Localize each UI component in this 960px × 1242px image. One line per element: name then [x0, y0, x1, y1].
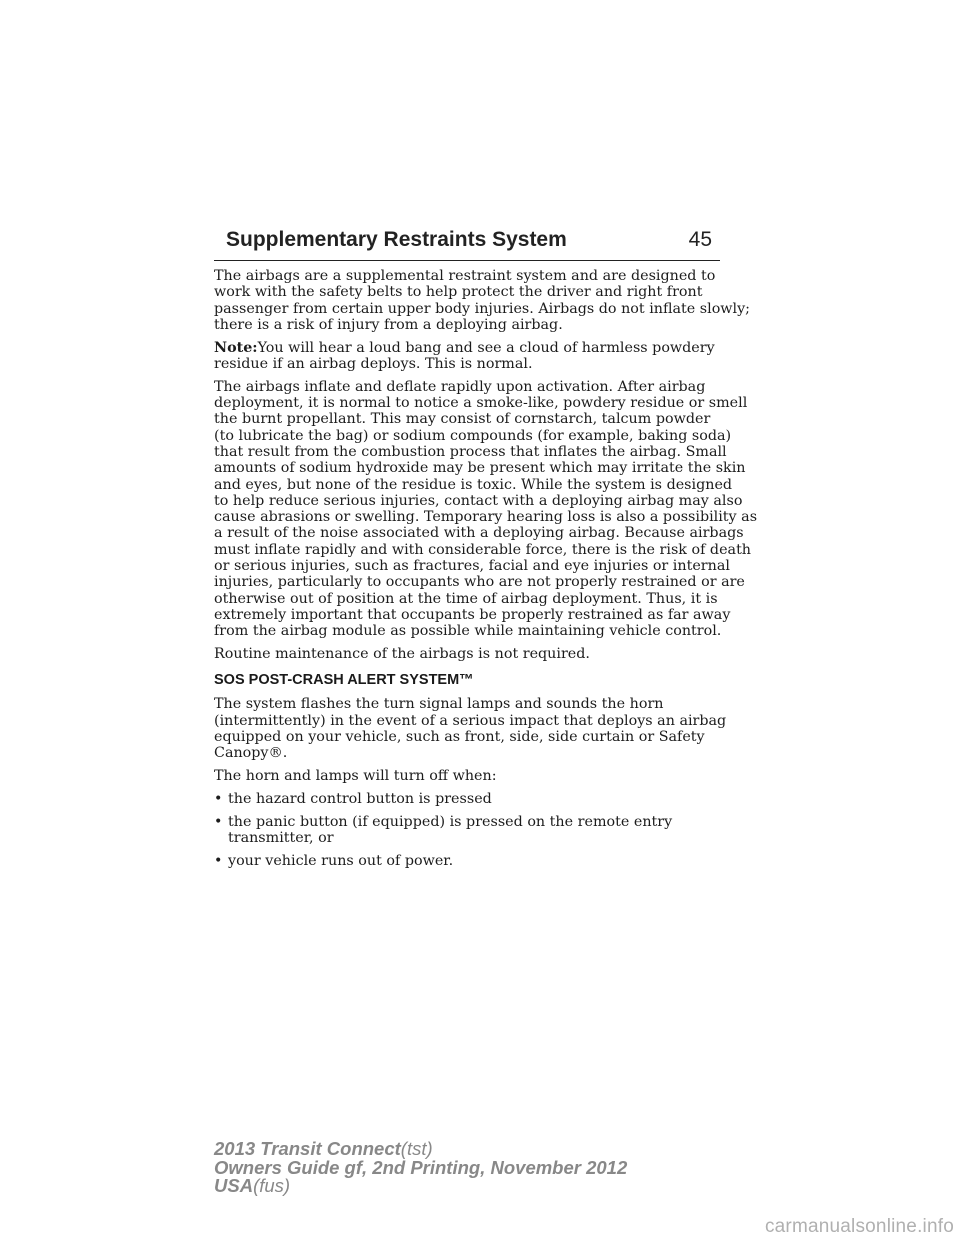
bullet-icon: • [214, 852, 223, 869]
section-heading: SOS POST-CRASH ALERT SYSTEM™ [214, 672, 474, 689]
text-line: The airbags inflate and deflate rapidly upon activation. After airbag [214, 378, 706, 395]
text-line: work with the safety belts to help protect the driver and right front [214, 284, 703, 301]
text-line: otherwise out of position at the time of airbag deployment. Thus, it is [214, 590, 718, 607]
text-line: the panic button (if equipped) is pressed on the remote entry [228, 813, 673, 830]
text-line: to help reduce serious injuries, contact with a deploying airbag may also [214, 492, 743, 509]
text-line: Routine maintenance of the airbags is not required. [214, 646, 590, 663]
text-line: there is a risk of injury from a deploying airbag. [214, 316, 563, 333]
watermark: carmanualsonline.info [764, 1216, 954, 1237]
text-line: the burnt propellant. This may consist of cornstarch, talcum powder [214, 411, 711, 428]
text-line: from the airbag module as possible while maintaining vehicle control. [214, 623, 722, 640]
note-label: Note: [214, 339, 258, 356]
text-line: must inflate rapidly and with considerable force, there is the risk of death [214, 541, 752, 558]
text-line: transmitter, or [228, 829, 334, 846]
bullet-icon: • [214, 790, 223, 807]
page-number: 45 [688, 228, 712, 251]
page-title: Supplementary Restraints System [226, 228, 567, 251]
text-line: amounts of sodium hydroxide may be present which may irritate the skin [214, 460, 746, 477]
text-line: (to lubricate the bag) or sodium compounds (for example, baking soda) [214, 427, 732, 444]
text-line: deployment, it is normal to notice a smoke-like, powdery residue or smell [214, 395, 748, 412]
note-text: You will hear a loud bang and see a cloud of harmless powdery [257, 339, 715, 356]
text-line: equipped on your vehicle, such as front, side, side curtain or Safety [214, 728, 705, 745]
footer-code: (tst) [400, 1138, 433, 1159]
deployment-paragraph [214, 378, 758, 640]
text-line: residue if an airbag deploys. This is normal. [214, 355, 533, 372]
text-line: that result from the combustion process that inflates the airbag. Small [214, 443, 727, 460]
text-line: your vehicle runs out of power. [228, 852, 454, 869]
intro-paragraph [214, 268, 751, 333]
footer-line [214, 1177, 627, 1196]
text-line: The horn and lamps will turn off when: [214, 768, 497, 785]
text-line: injuries, particularly to occupants who are not properly restrained or are [214, 574, 745, 591]
footer-model: 2013 Transit Connect [214, 1138, 401, 1159]
text-line: The system flashes the turn signal lamps and sounds the horn [214, 696, 664, 713]
sos-paragraph [214, 696, 727, 762]
bullet-icon: • [214, 813, 223, 830]
footer-line: Owners Guide gf, 2nd Printing, November 2012 [214, 1156, 628, 1178]
footer-market: USA [214, 1175, 254, 1196]
turn-off-paragraph [214, 768, 724, 784]
note-paragraph [214, 340, 724, 373]
document-footer [214, 1140, 627, 1196]
maintenance-paragraph [214, 646, 724, 662]
list-item [214, 853, 724, 869]
text-line: passenger from certain upper body injuries. Airbags do not inflate slowly; [214, 300, 751, 317]
list-item [214, 791, 724, 807]
text-line: The airbags are a supplemental restraint system and are designed to [214, 268, 716, 284]
text-line: cause abrasions or swelling. Temporary hearing loss is also a possibility as [214, 509, 758, 526]
manual-body [214, 268, 758, 876]
list-item [214, 814, 724, 847]
footer-line [214, 1140, 627, 1159]
text-line: (intermittently) in the event of a serious impact that deploys an airbag [214, 712, 727, 729]
text-line: Canopy®. [214, 745, 288, 762]
page-header [214, 226, 720, 261]
text-line: a result of the noise associated with a deploying airbag. Because airbags [214, 525, 744, 542]
text-line: the hazard control button is pressed [228, 790, 492, 807]
text-line: or serious injuries, such as fractures, facial and eye injuries or internal [214, 558, 730, 575]
text-line: and eyes, but none of the residue is toxic. While the system is designed [214, 476, 733, 493]
text-line [214, 340, 724, 356]
text-line: extremely important that occupants be properly restrained as far away [214, 606, 731, 623]
footer-code: (fus) [253, 1175, 291, 1196]
